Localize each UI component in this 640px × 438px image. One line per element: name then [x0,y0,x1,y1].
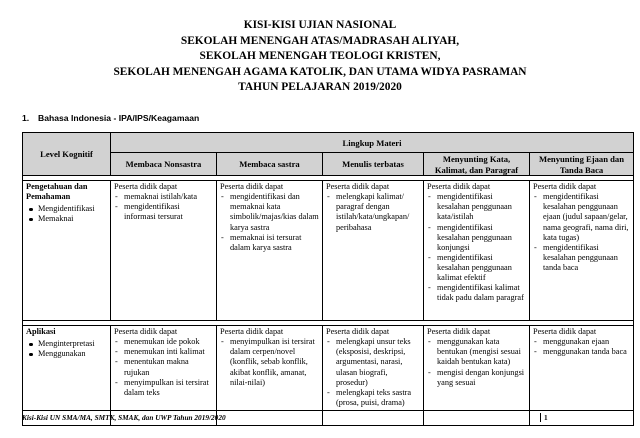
cell-intro: Peserta didik dapat [533,327,597,337]
cell-item: - menggunakan ejaan [533,337,630,347]
level-list [26,204,107,224]
content-cell [217,181,323,321]
footer-text: Kisi-Kisi UN SMA/MA, SMTK, SMAK, dan UWP Tahun 2019/2020 [22,413,226,422]
content-cell [111,181,217,321]
level-cell [23,181,111,321]
cell-intro: Peserta didik dapat [533,182,597,192]
header-col-4: Menyunting Kata, Kalimat, dan Paragraf [424,153,530,176]
cell-item: - mengisi dengan konjungsi yang sesuai [427,368,526,388]
cell-intro: Peserta didik dapat [114,327,178,337]
cell-item: - melengkapi kalimat/ paragraf dengan istilah/kata/ungkapan/ peribahasa [326,192,420,232]
cell-item: - mengidentifikasi dan memaknai kata simbolik/majas/kias dalam karya sastra [220,192,319,232]
cell-item: - mengidentifikasi kesalahan penggunaan kalimat efektif [427,253,526,283]
document-title [0,18,640,96]
page-number: 1 [540,413,548,422]
content-cell [323,181,424,321]
cell-item: - mengidentifikasi kesalahan penggunaan konjungsi [427,223,526,253]
cell-item: - melengkapi unsur teks (eksposisi, deskripsi, argumentasi, narasi, ulasan biografi, prosedur) [326,337,420,387]
title-line-2: SEKOLAH MENENGAH ATAS/MADRASAH ALIYAH, [180,34,460,47]
header-lingkup-materi: Lingkup Materi [111,133,634,153]
cell-item: - menggunakan kata bentukan (mengisi sesuai kaidah bentukan kata) [427,337,526,367]
content-cell [424,181,530,321]
cell-intro: Peserta didik dapat [114,182,178,192]
cell-item: - melengkapi teks sastra (prosa, puisi, drama) [326,388,420,408]
cell-intro: Peserta didik dapat [326,182,390,192]
cell-item: - menentukan makna rujukan [114,357,213,377]
title-line-5: TAHUN PELAJARAN 2019/2020 [238,81,402,94]
section-heading [22,113,199,123]
table-row [23,181,634,321]
header-col-5: Menyunting Ejaan dan Tanda Baca [530,153,634,176]
cell-intro: Peserta didik dapat [427,182,491,192]
cell-item: - mengidentifikasi kesalahan penggunaan ejaan (judul sapaan/gelar, nama geografi, nama diri, kata tugas) [533,192,630,242]
level-item: Menginterpretasi [26,339,107,349]
level-title: Aplikasi [26,327,56,337]
cell-item: - menemukan ide pokok [114,337,213,347]
cell-item: - memaknai istilah/kata [114,192,213,202]
level-title: Pengetahuan dan Pemahaman [26,182,88,202]
title-line-3: SEKOLAH MENENGAH TEOLOGI KRISTEN, [199,50,441,63]
footer-divider [22,410,633,411]
cell-intro: Peserta didik dapat [326,327,390,337]
cell-intro: Peserta didik dapat [220,327,284,337]
cell-intro: Peserta didik dapat [220,182,284,192]
cell-item: - mengidentifikasi kesalahan penggunaan tanda baca [533,243,630,273]
header-col-3: Menulis terbatas [323,153,424,176]
header-level-kognitif: Level Kognitif [23,133,111,176]
cell-item: - memaknai isi tersurat dalam karya sastra [220,233,319,253]
section-title: Bahasa Indonesia - IPA/IPS/Keagamaan [38,113,200,123]
title-line-4: SEKOLAH MENENGAH AGAMA KATOLIK, DAN UTAMA WIDYA PASRAMAN [113,65,527,78]
section-number: 1. [22,113,30,123]
level-list [26,339,107,359]
level-item: Memaknai [26,214,107,224]
level-item: Mengidentifikasi [26,204,107,214]
level-item: Menggunakan [26,349,107,359]
header-col-2: Membaca sastra [217,153,323,176]
cell-intro: Peserta didik dapat [427,327,491,337]
cell-item: - menyimpulkan isi tersirat dalam cerpen/novel (konflik, sebab konflik, akibat konflik, amanat, nilai-nilai) [220,337,319,387]
title-line-1: KISI-KISI UJIAN NASIONAL [243,19,397,31]
header-col-1: Membaca Nonsastra [111,153,217,176]
kisi-kisi-table [22,132,634,426]
cell-item: - mengidentifikasi kalimat tidak padu dalam paragraf [427,283,526,303]
content-cell [530,181,634,321]
cell-item: - mengidentifikasi kesalahan penggunaan kata/istilah [427,192,526,222]
cell-item: - menemukan inti kalimat [114,347,213,357]
cell-item: - mengidentifikasi informasi tersurat [114,202,213,222]
cell-item: - menyimpulkan isi tersirat dalam teks [114,378,213,398]
cell-item: - menggunakan tanda baca [533,347,630,357]
